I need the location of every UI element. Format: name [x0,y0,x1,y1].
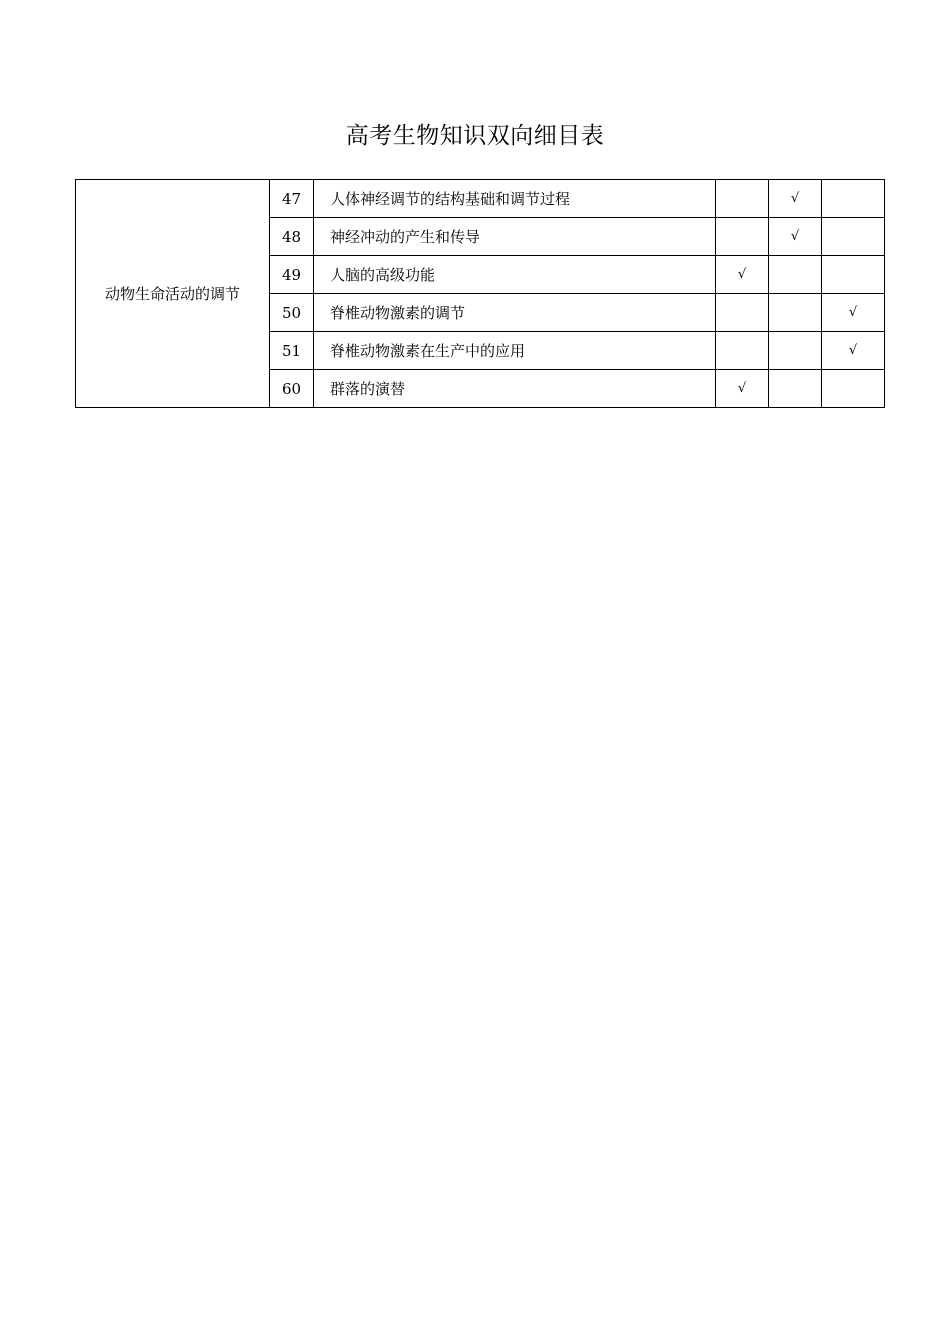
level-1-mark [716,180,769,218]
level-3-mark: √ [822,332,885,370]
level-1-mark [716,294,769,332]
knowledge-point: 人体神经调节的结构基础和调节过程 [314,180,716,218]
level-1-mark: √ [716,370,769,408]
level-3-mark [822,180,885,218]
level-2-mark [769,256,822,294]
row-number: 51 [270,332,314,370]
row-number: 49 [270,256,314,294]
knowledge-point: 人脑的高级功能 [314,256,716,294]
level-3-mark [822,218,885,256]
level-3-mark [822,370,885,408]
table-row [76,180,885,218]
level-2-mark: √ [769,180,822,218]
row-number: 47 [270,180,314,218]
knowledge-point: 神经冲动的产生和传导 [314,218,716,256]
level-2-mark [769,370,822,408]
row-number: 48 [270,218,314,256]
level-3-mark [822,256,885,294]
row-number: 60 [270,370,314,408]
row-number: 50 [270,294,314,332]
level-1-mark [716,218,769,256]
level-2-mark [769,332,822,370]
level-3-mark: √ [822,294,885,332]
level-2-mark [769,294,822,332]
category-cell: 动物生命活动的调节 [76,180,270,408]
knowledge-point: 群落的演替 [314,370,716,408]
level-1-mark [716,332,769,370]
knowledge-detail-table [75,179,885,408]
knowledge-point: 脊椎动物激素在生产中的应用 [314,332,716,370]
level-2-mark: √ [769,218,822,256]
knowledge-point: 脊椎动物激素的调节 [314,294,716,332]
page-title: 高考生物知识双向细目表 [345,123,605,149]
level-1-mark: √ [716,256,769,294]
